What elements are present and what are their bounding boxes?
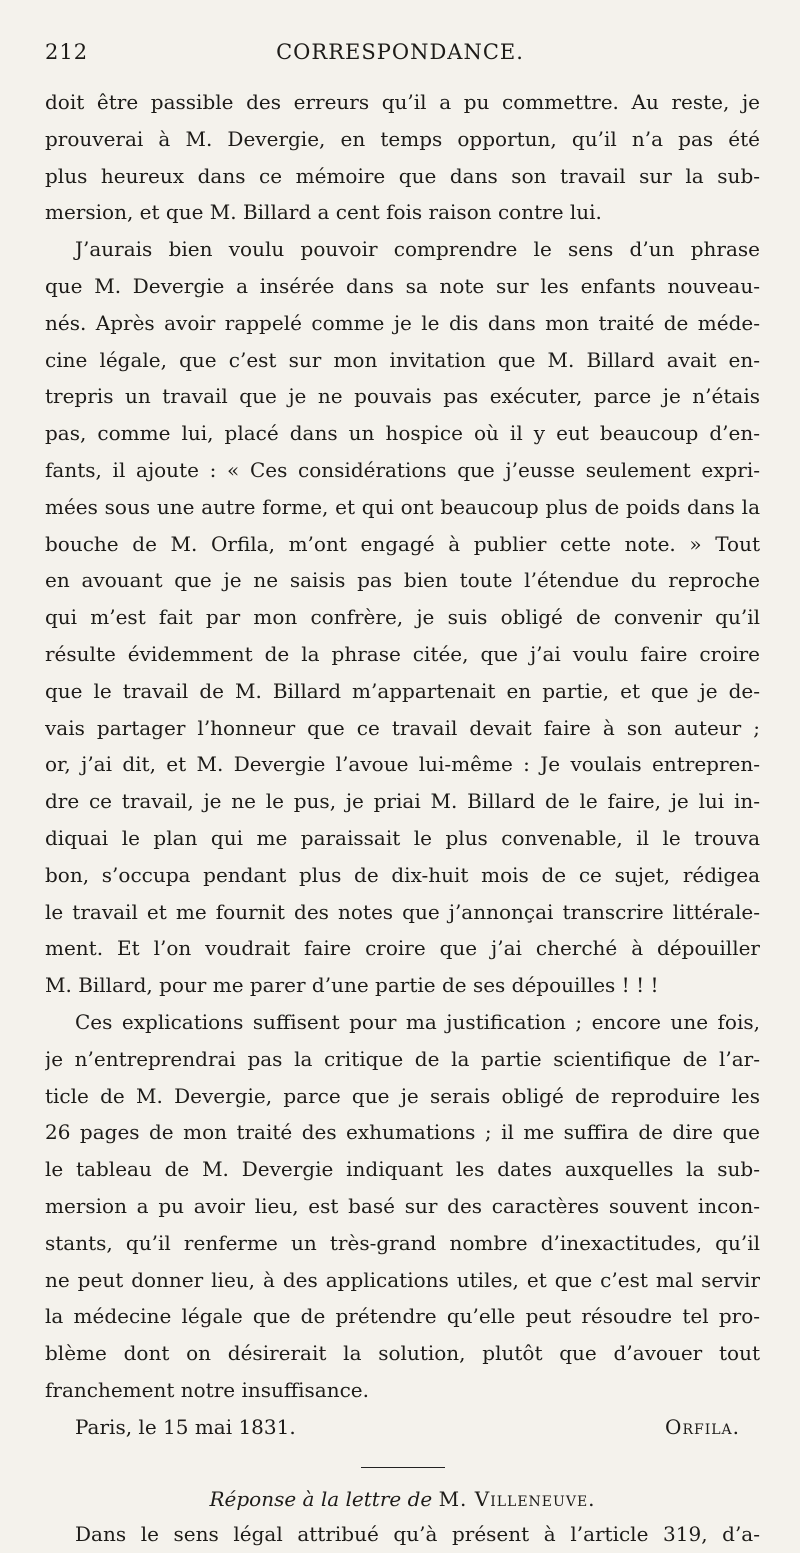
text-line: ne peut donner lieu, à des applications utiles, et que c’est mal servir xyxy=(45,1267,760,1292)
page-number: 212 xyxy=(45,40,89,64)
text-line: la médecine légale que de prétendre qu’elle peut résoudre tel pro- xyxy=(45,1304,760,1329)
text-line: mersion a pu avoir lieu, est basé sur des caractères souvent incon- xyxy=(45,1193,760,1218)
text-line: nés. Après avoir rappelé comme je le dis dans mon traité de méde- xyxy=(45,310,760,335)
reply-heading xyxy=(45,1482,760,1516)
text-line: que le travail de M. Billard m’appartenait en partie, et que je de- xyxy=(45,678,760,703)
running-head xyxy=(45,40,755,70)
text-line: 26 pages de mon traité des exhumations ; il me suffira de dire que xyxy=(45,1120,760,1145)
text-line: pas, comme lui, placé dans un hospice où il y eut beaucoup d’en- xyxy=(45,421,760,446)
reply-heading-label: Réponse à la lettre de xyxy=(209,1487,433,1512)
text-line: trepris un travail que je ne pouvais pas exécuter, parce je n’étais xyxy=(45,384,760,409)
text-line: le tableau de M. Devergie indiquant les dates auxquelles la sub- xyxy=(45,1157,760,1182)
text-line: bon, s’occupa pendant plus de dix-huit mois de ce sujet, rédigea xyxy=(45,862,760,887)
letter-body xyxy=(45,84,760,1553)
text-line: vais partager l’honneur que ce travail devait faire à son auteur ; xyxy=(45,715,760,740)
text-line: stants, qu’il renferme un très-grand nombre d’inexactitudes, qu’il xyxy=(45,1230,760,1255)
text-line: mersion, et que M. Billard a cent fois raison contre lui. xyxy=(45,200,602,225)
text-line: prouverai à M. Devergie, en temps opportun, qu’il n’a pas été xyxy=(45,126,760,151)
text-line: mées sous une autre forme, et qui ont beaucoup plus de poids dans la xyxy=(45,494,760,519)
text-line: je n’entreprendrai pas la critique de la partie scientifique de l’ar- xyxy=(45,1046,760,1071)
text-line: franchement notre insuffisance. xyxy=(45,1377,369,1402)
place-date: Paris, le 15 mai 1831. xyxy=(75,1414,296,1439)
running-title: CORRESPONDANCE. xyxy=(276,40,524,64)
text-line: Dans le sens légal attribué qu’à présent à l’article 319, d’a- xyxy=(75,1522,760,1547)
text-line: J’aurais bien voulu pouvoir comprendre le sens d’un phrase xyxy=(75,237,760,262)
author-signature: Orfila. xyxy=(665,1414,740,1439)
text-line: ticle de M. Devergie, parce que je serais obligé de reproduire les xyxy=(45,1083,760,1108)
text-line: résulte évidemment de la phrase citée, que j’ai voulu faire croire xyxy=(45,641,760,666)
text-line: dre ce travail, je ne le pus, je priai M. Billard de le faire, je lui in- xyxy=(45,789,760,814)
text-line: or, j’ai dit, et M. Devergie l’avoue lui-même : Je voulais entrepren- xyxy=(45,752,760,777)
signature-row xyxy=(45,1409,760,1446)
text-line: ment. Et l’on voudrait faire croire que j’ai cherché à dépouiller xyxy=(45,936,760,961)
text-line: blème dont on désirerait la solution, plutôt que d’avouer tout xyxy=(45,1341,760,1366)
text-line: Ces explications suffisent pour ma justification ; encore une fois, xyxy=(75,1009,760,1034)
text-line: cine légale, que c’est sur mon invitation que M. Billard avait en- xyxy=(45,347,760,372)
text-line: diquai le plan qui me paraissait le plus convenable, il le trouva xyxy=(45,825,760,850)
text-line: M. Billard, pour me parer d’une partie de ses dépouilles ! ! ! xyxy=(45,973,659,998)
text-line: que M. Devergie a insérée dans sa note sur les enfants nouveau- xyxy=(45,273,760,298)
text-line: en avouant que je ne saisis pas bien toute l’étendue du reproche xyxy=(45,568,760,593)
text-line: plus heureux dans ce mémoire que dans son travail sur la sub- xyxy=(45,163,760,188)
text-line: le travail et me fournit des notes que j’annonçai transcrire littérale- xyxy=(45,899,760,924)
text-line: qui m’est fait par mon confrère, je suis obligé de convenir qu’il xyxy=(45,605,760,630)
text-line: fants, il ajoute : « Ces considérations que j’eusse seulement expri- xyxy=(45,457,760,482)
text-line: bouche de M. Orfila, m’ont engagé à publier cette note. » Tout xyxy=(45,531,760,556)
text-line: doit être passible des erreurs qu’il a pu commettre. Au reste, je xyxy=(45,90,760,114)
section-divider xyxy=(361,1467,445,1468)
reply-heading-name: M. Villeneuve. xyxy=(438,1487,596,1512)
